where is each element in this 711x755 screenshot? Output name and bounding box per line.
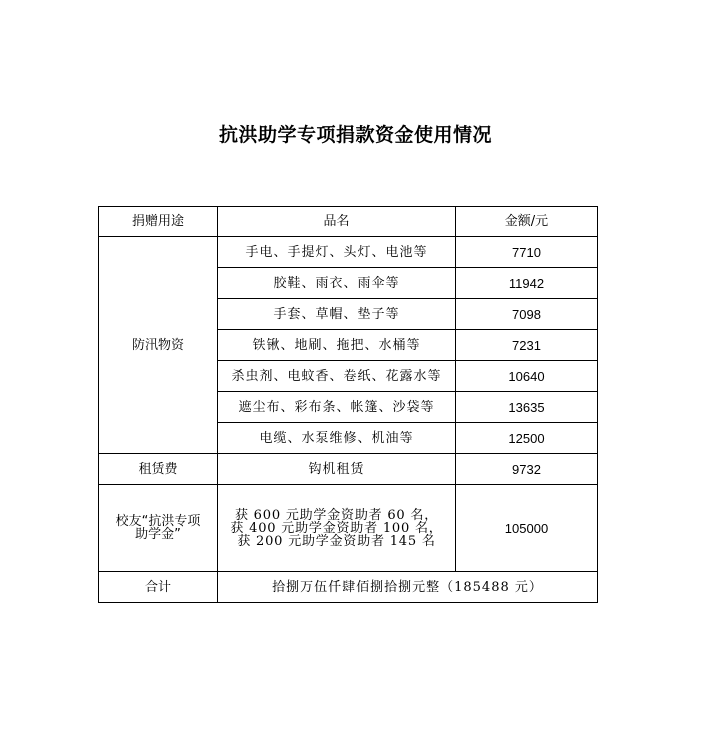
header-item-name: 品名 [218,207,456,237]
item-amount: 11942 [456,268,598,299]
category-alumni-fund-line2: 助学金” [135,527,181,542]
item-amount: 12500 [456,423,598,454]
category-alumni-fund [99,485,218,572]
alumni-fund-line: 获 400 元助学金资助者 100 名， [230,520,443,536]
item-name: 遮尘布、彩布条、帐篷、沙袋等 [218,392,456,423]
table-row-rental [99,454,598,485]
table-row-alumni-fund [99,485,598,572]
alumni-fund-details [218,485,456,572]
item-name: 手套、草帽、垫子等 [218,299,456,330]
page-title: 抗洪助学专项捐款资金使用情况 [218,124,492,146]
item-amount: 10640 [456,361,598,392]
item-name: 杀虫剂、电蚊香、卷纸、花露水等 [218,361,456,392]
item-name: 铁锹、地刷、拖把、水桶等 [218,330,456,361]
table-header-row [99,207,598,237]
item-amount: 13635 [456,392,598,423]
item-amount: 7231 [456,330,598,361]
total-label: 合计 [99,572,218,603]
rental-item-name: 钩机租赁 [218,454,456,485]
item-name: 电缆、水泵维修、机油等 [218,423,456,454]
header-purpose: 捐赠用途 [99,207,218,237]
item-name: 胶鞋、雨衣、雨伞等 [218,268,456,299]
category-rental: 租赁费 [99,454,218,485]
rental-amount: 9732 [456,454,598,485]
fund-usage-table [98,206,598,603]
category-flood-supplies: 防汛物资 [99,237,218,454]
item-amount: 7098 [456,299,598,330]
alumni-fund-line: 获 600 元助学金资助者 60 名， [234,507,439,523]
item-amount: 7710 [456,237,598,268]
total-value: 拾捌万伍仟肆佰捌拾捌元整（185488 元） [218,572,598,603]
item-name: 手电、手提灯、头灯、电池等 [218,237,456,268]
category-alumni-fund-line1: 校友“抗洪专项 [115,514,201,529]
table-row-total [99,572,598,603]
alumni-fund-line: 获 200 元助学金资助者 145 名 [237,533,436,549]
alumni-fund-amount: 105000 [456,485,598,572]
table-row [99,237,598,268]
header-amount: 金额/元 [456,207,598,237]
